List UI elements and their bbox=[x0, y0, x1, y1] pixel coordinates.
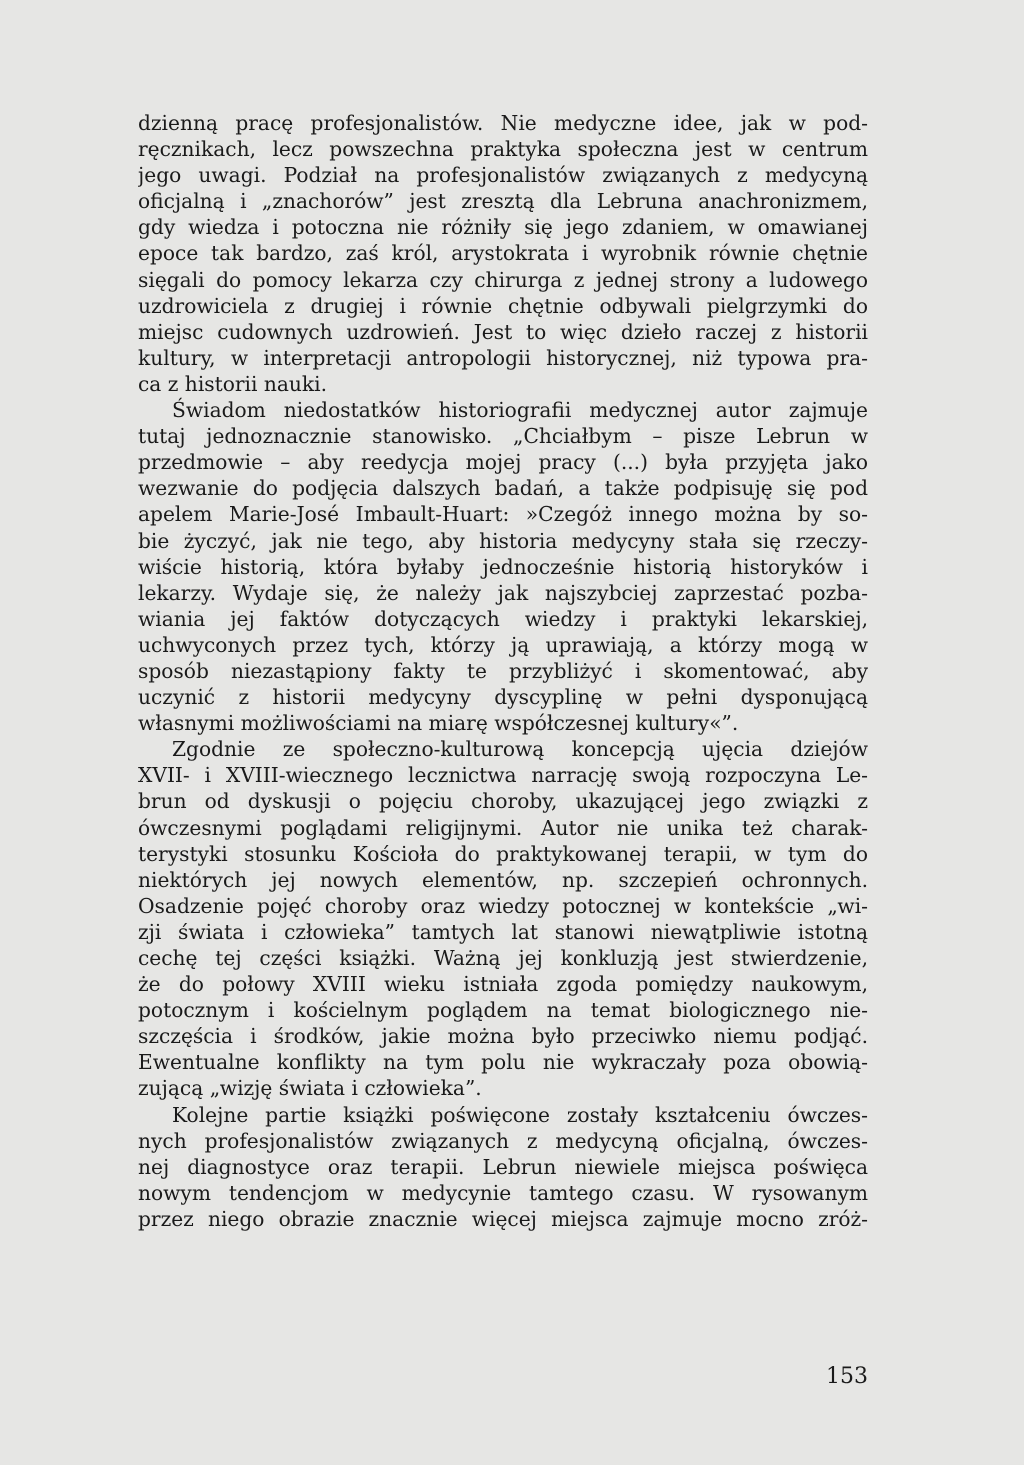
text-line: epoce tak bardzo, zaś król, arystokrata i wyrobnik równie chętnie bbox=[138, 241, 868, 266]
text-line: Osadzenie pojęć choroby oraz wiedzy potocznej w kontekście „wi- bbox=[138, 893, 868, 918]
text-line: XVII- i XVIII-wiecznego lecznictwa narrację swoją rozpoczyna Le- bbox=[138, 763, 868, 788]
text-line: jego uwagi. Podział na profesjonalistów związanych z medycyną bbox=[138, 163, 868, 188]
text-line: przez niego obrazie znacznie więcej miejsca zajmuje mocno zróż- bbox=[138, 1206, 868, 1231]
text-line: miejsc cudownych uzdrowień. Jest to więc dzieło raczej z historii bbox=[138, 319, 868, 344]
text-line: że do połowy XVIII wieku istniała zgoda pomiędzy naukowym, bbox=[138, 972, 868, 997]
text-line: Zgodnie ze społeczno-kulturową koncepcją ujęcia dziejów bbox=[172, 737, 868, 762]
text-line: cechę tej części książki. Ważną jej konkluzją jest stwierdzenie, bbox=[138, 946, 868, 970]
text-line: sięgali do pomocy lekarza czy chirurga z jednej strony a ludowego bbox=[138, 267, 868, 292]
text-line: kultury, w interpretacji antropologii historycznej, niż typowa pra- bbox=[138, 345, 868, 370]
text-line: uzdrowiciela z drugiej i równie chętnie odbywali pielgrzymki do bbox=[138, 293, 868, 318]
text-line: terystyki stosunku Kościoła do praktykowanej terapii, w tym do bbox=[138, 841, 868, 866]
text-line: wezwanie do podjęcia dalszych badań, a także podpisuję się pod bbox=[138, 476, 868, 501]
text-line: nych profesjonalistów związanych z medycyną oficjalną, ówczes- bbox=[138, 1128, 868, 1153]
text-line: własnymi możliwościami na miarę współczesnej kultury«”. bbox=[138, 711, 739, 736]
text-line: lekarzy. Wydaje się, że należy jak najszybciej zaprzestać pozba- bbox=[138, 580, 868, 605]
page-number: 153 bbox=[826, 1364, 868, 1389]
text-line: ręcznikach, lecz powszechna praktyka społeczna jest w centrum bbox=[138, 137, 868, 162]
text-line: potocznym i kościelnym poglądem na temat biologicznego nie- bbox=[138, 998, 868, 1023]
text-line: nowym tendencjom w medycynie tamtego czasu. W rysowanym bbox=[138, 1180, 868, 1205]
text-line: niektórych jej nowych elementów, np. szczepień ochronnych. bbox=[138, 867, 868, 892]
text-line: uczynić z historii medycyny dyscyplinę w pełni dysponującą bbox=[138, 685, 868, 710]
text-line: uchwyconych przez tych, którzy ją uprawiają, a którzy mogą w bbox=[138, 632, 868, 657]
text-line: Kolejne partie książki poświęcone zostały kształceniu ówczes- bbox=[172, 1102, 868, 1127]
text-line: zującą „wizję świata i człowieka”. bbox=[138, 1076, 482, 1101]
text-line: sposób niezastąpiony fakty te przybliżyć i skomentować, aby bbox=[138, 658, 868, 683]
text-line: gdy wiedza i potoczna nie różniły się jego zdaniem, w omawianej bbox=[138, 215, 868, 240]
text-line: nej diagnostyce oraz terapii. Lebrun niewiele miejsca poświęca bbox=[138, 1154, 868, 1179]
text-line: bie życzyć, jak nie tego, aby historia medycyny stała się rzeczy- bbox=[138, 528, 868, 553]
text-line: szczęścia i środków, jakie można było przeciwko niemu podjąć. bbox=[138, 1024, 868, 1049]
text-line: wiania jej faktów dotyczących wiedzy i praktyki lekarskiej, bbox=[138, 606, 868, 631]
text-line: Ewentualne konflikty na tym polu nie wykraczały poza obowią- bbox=[138, 1050, 868, 1075]
text-line: dzienną pracę profesjonalistów. Nie medyczne idee, jak w pod- bbox=[138, 111, 868, 135]
text-line: apelem Marie-José Imbault-Huart: »Czegóż innego można by so- bbox=[138, 502, 868, 527]
text-line: brun od dyskusji o pojęciu choroby, ukazującej jego związki z bbox=[138, 789, 868, 814]
text-line: Świadom niedostatków historiografii medycznej autor zajmuje bbox=[172, 398, 868, 423]
text-line: ca z historii nauki. bbox=[138, 371, 328, 396]
text-line: wiście historią, która byłaby jednocześnie historią historyków i bbox=[138, 554, 868, 579]
text-line: tutaj jednoznacznie stanowisko. „Chciałbym – pisze Lebrun w bbox=[138, 424, 868, 449]
text-line: oficjalną i „znachorów” jest zresztą dla Lebruna anachronizmem, bbox=[138, 189, 868, 214]
text-line: zji świata i człowieka” tamtych lat stanowi niewątpliwie istotną bbox=[138, 919, 868, 944]
body-text bbox=[138, 110, 868, 1232]
text-line: ówczesnymi poglądami religijnymi. Autor nie unika też charak- bbox=[138, 815, 868, 840]
text-line: przedmowie – aby reedycja mojej pracy (...) była przyjęta jako bbox=[138, 450, 868, 475]
